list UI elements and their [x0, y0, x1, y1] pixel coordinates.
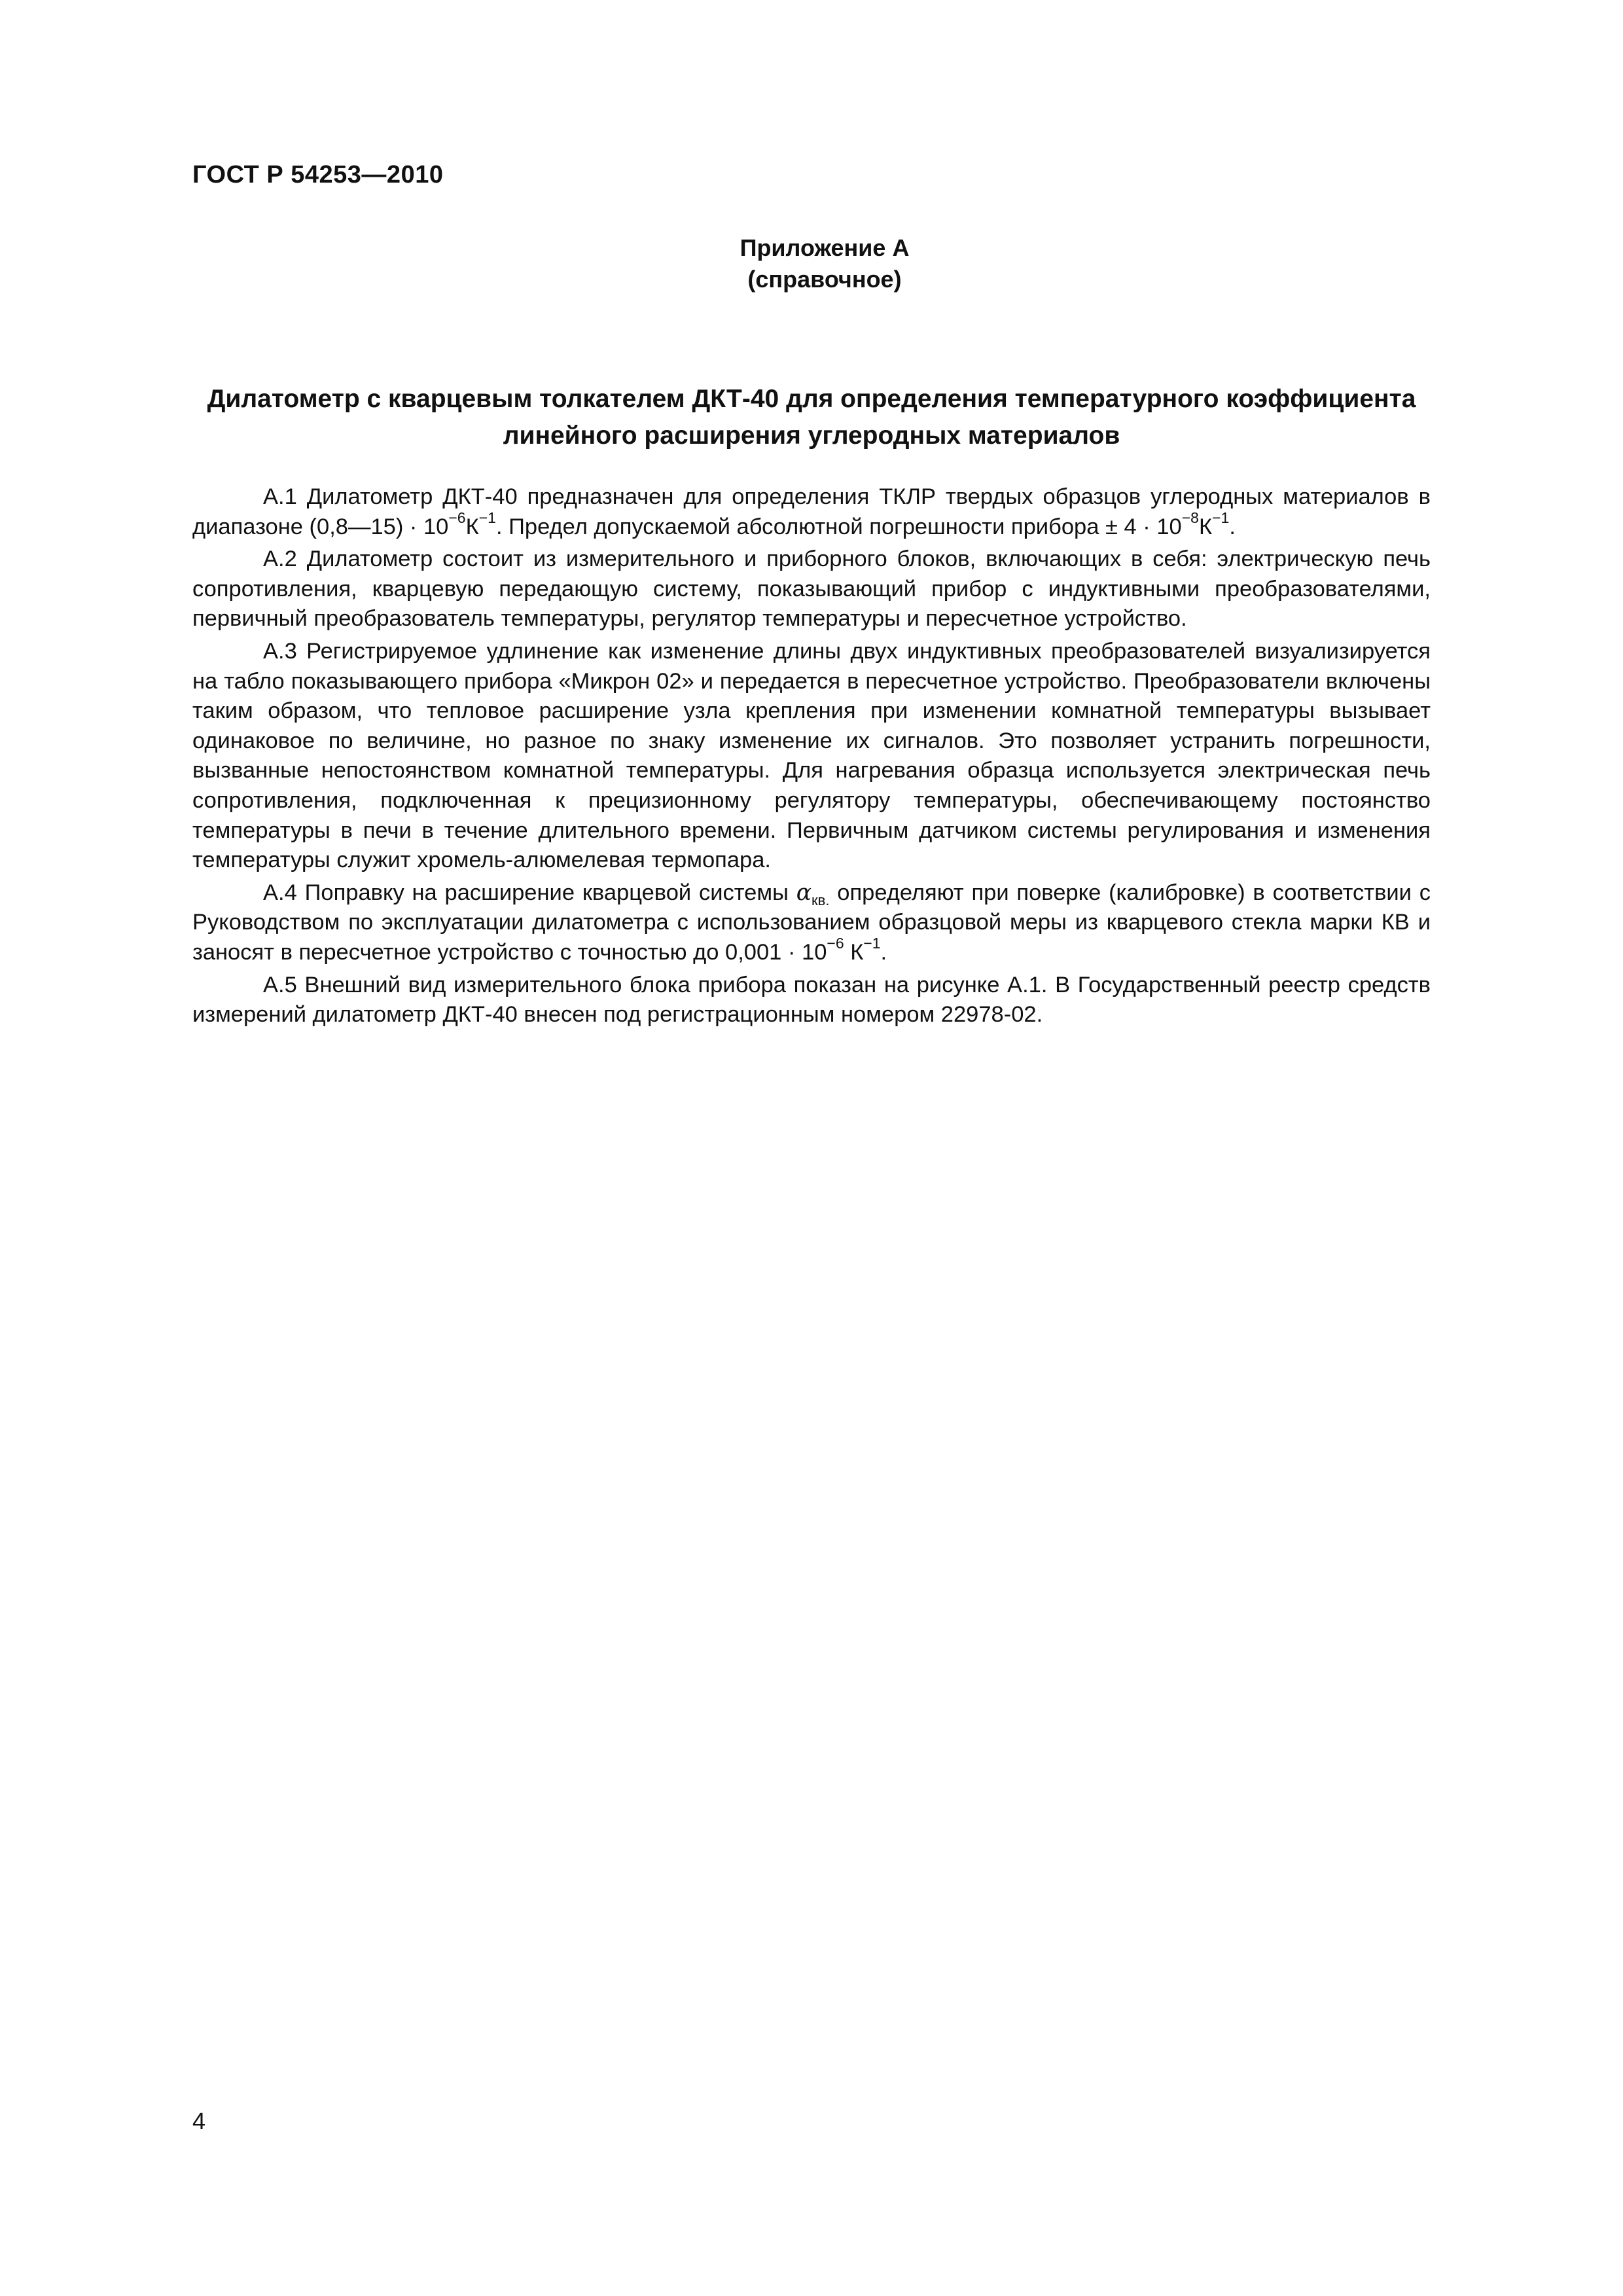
- a4-exponent-1: −6: [827, 935, 844, 952]
- paragraph-a2: А.2 Дилатометр состоит из измерительного и приборного блоков, включающих в себя: электрическую печь сопротивления, кварцевую передающую систему, показывающий прибор с индуктивными преобразователями, первичный преобразователь температуры, регулятор температуры и пересчетное устройство.: [192, 547, 1431, 632]
- a4-text-1: А.4 Поправку на расширение кварцевой системы: [263, 880, 796, 905]
- a1-exponent-1: −6: [448, 509, 466, 527]
- section-title-line-1: Дилатометр с кварцевым толкателем ДКТ-40 для определения температурного коэффициента: [207, 385, 1416, 413]
- a1-text-2: К: [465, 514, 479, 539]
- a1-text-3: . Предел допускаемой абсолютной погрешности прибора ± 4 · 10: [495, 514, 1182, 539]
- paragraph-a1: [192, 482, 1431, 542]
- paragraph-a5: А.5 Внешний вид измерительного блока прибора показан на рисунке А.1. В Государственный реестр средств измерений дилатометр ДКТ-40 внесен под регистрационным номером 22978-02.: [192, 972, 1431, 1028]
- a1-exponent-3: −8: [1181, 509, 1199, 527]
- body-text: [192, 482, 1431, 1033]
- a1-exponent-2: −1: [478, 509, 496, 527]
- section-title: [192, 381, 1431, 454]
- a4-text-2: определяют при поверке (калибровке) в соответствии с Руководством по эксплуатации дилатометра с использованием образцовой меры из кварцевого стекла марки КВ и заносят в пересчетное устройство с точностью до 0,001 · 10: [192, 880, 1431, 965]
- a1-text-5: .: [1229, 514, 1236, 539]
- alpha-subscript: кв.: [812, 891, 830, 908]
- a1-exponent-4: −1: [1212, 509, 1230, 527]
- annex-title: Приложение А: [740, 234, 910, 261]
- a4-text-4: .: [880, 939, 887, 965]
- a1-text-1: А.1 Дилатометр ДКТ-40 предназначен для определения ТКЛР твердых образцов углеродных материалов в диапазоне (0,8—15) · 10: [192, 484, 1431, 539]
- annex-heading: [0, 232, 1623, 295]
- alpha-symbol: α: [796, 879, 812, 906]
- a4-exponent-2: −1: [863, 935, 881, 952]
- page-number: 4: [192, 2108, 206, 2134]
- section-title-line-2: линейного расширения углеродных материалов: [503, 422, 1120, 450]
- a4-text-3: К: [844, 939, 864, 965]
- standard-number: ГОСТ Р 54253—2010: [192, 161, 444, 188]
- annex-type: (справочное): [747, 266, 902, 293]
- a1-text-4: К: [1198, 514, 1213, 539]
- paragraph-a3: А.3 Регистрируемое удлинение как изменение длины двух индуктивных преобразователей визуализируется на табло показывающего прибора «Микрон 02» и передается в пересчетное устройство. Преобразователи включены таким образом, что тепловое расширение узла крепления при изменении комнатной температуры вызывает одинаковое по величине, но разное по знаку изменение их сигналов. Это позволяет устранить погрешности, вызванные непостоянством комнатной температуры. Для нагревания образца используется электрическая печь сопротивления, подключенная к прецизионному регулятору температуры, обеспечивающему постоянство температуры в печи в течение длительного времени. Первичным датчиком системы регулирования и изменения температуры служит хромель-алюмелевая термопара.: [192, 638, 1431, 873]
- paragraph-a4: [192, 878, 1431, 968]
